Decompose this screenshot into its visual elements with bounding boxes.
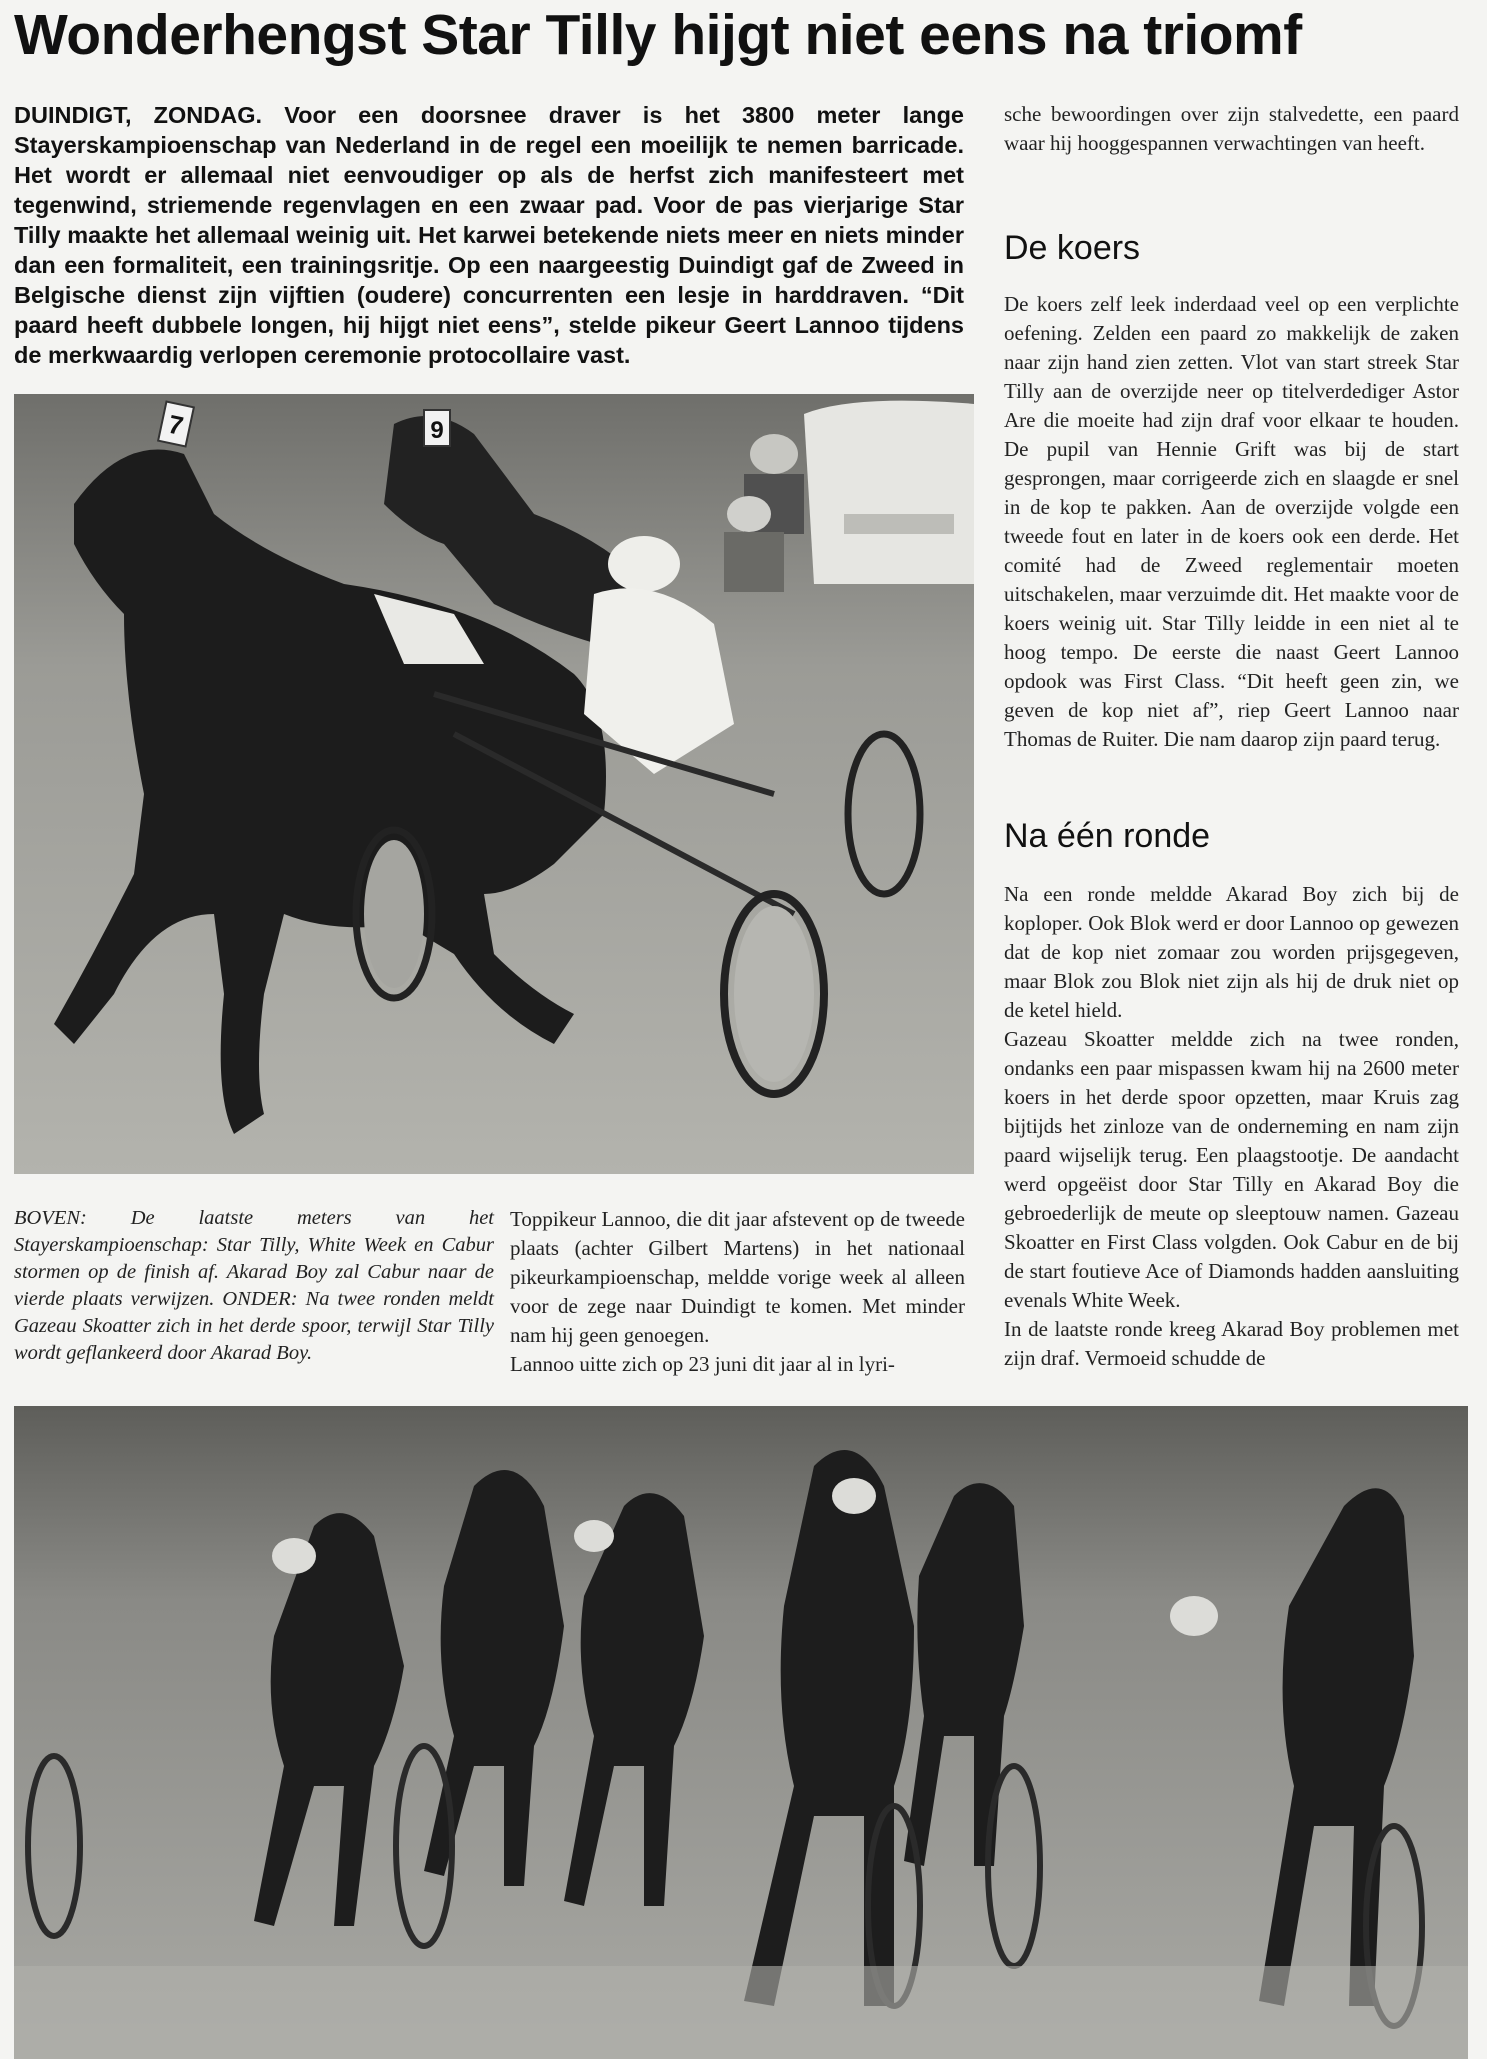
photo-finish <box>14 394 974 1174</box>
saddlecloth-9: 9 <box>430 417 444 444</box>
photo-field <box>14 1406 1468 2059</box>
ronde-paragraph-3: In de laatste ronde kreeg Akarad Boy problemen met zijn draf. Vermoeid schudde de <box>1004 1317 1459 1370</box>
saddlecloth-7: 7 <box>165 408 186 442</box>
ronde-paragraph-2: Gazeau Skoatter meldde zich na twee ronden, ondanks een paar mispassen kwam hij na 2600 meter koers in het derde spoor opzetten, maar Kruis zag bijtijds het zinloze van de onderneming en nam zijn paard wijselijk terug. Een plaagstootje. De aandacht werd opgeëist door Star Tilly en Akarad Boy die gebroederlijk de meute op sleeptouw namen. Gazeau Skoatter en First Class volgden. Ook Cabur en de bij de start foutieve Ace of Diamonds hadden aansluiting evenals White Week. <box>1004 1027 1459 1312</box>
middle-column <box>510 1205 965 1379</box>
middle-paragraph-2: Lannoo uitte zich op 23 juni dit jaar al in lyri- <box>510 1352 895 1376</box>
middle-paragraph-1: Toppikeur Lannoo, die dit jaar afstevent op de tweede plaats (achter Gilbert Martens) in het nationaal pikeurkampioenschap, meldde vorige week al alleen voor de zege naar Duindigt te komen. Met minder nam hij geen genoegen. <box>510 1207 965 1347</box>
ronde-column <box>1004 880 1459 1373</box>
ronde-paragraph-1: Na een ronde meldde Akarad Boy zich bij de koploper. Ook Blok werd er door Lannoo op gewezen dat de kop niet zomaar zou worden prijsgegeven, maar Blok zou Blok niet zijn als hij de druk niet op de ketel hield. <box>1004 882 1459 1022</box>
koers-paragraph: De koers zelf leek inderdaad veel op een verplichte oefening. Zelden een paard zo makkelijk de zaken naar zijn hand zien zetten. Vlot van start streek Star Tilly aan de overzijde neer op titelverdediger Astor Are die moeite had zijn draf voor elkaar te houden. De pupil van Hennie Grift was bij de start gesprongen, maar corrigeerde zich en slaagde er snel in de kop te pakken. Aan de overzijde volgde een tweede fout en later in de koers ook een derde. Het comité had de Zweed reglementair moeten uitschakelen, maar verzuimde dit. Het maakte voor de koers weinig uit. Star Tilly leidde in een niet al te hoog tempo. De eerste die naast Geert Lannoo opdook was First Class. “Dit heeft geen zin, we geven de kop niet af”, riep Geert Lannoo naar Thomas de Ruiter. Die nam daarop zijn paard terug. <box>1004 292 1459 751</box>
lead-paragraph: DUINDIGT, ZONDAG. Voor een doorsnee draver is het 3800 meter lange Stayerskampioenschap van Nederland in de regel een moeilijk te nemen barricade. Het wordt er allemaal niet eenvoudiger op als de herfst zich manifesteert met tegenwind, striemende regenvlagen en een zwaar pad. Voor de pas vierjarige Star Tilly maakte het allemaal weinig uit. Het karwei betekende niets meer en niets minder dan een formaliteit, een trainingsritje. Op een naargeestig Duindigt gaf de Zweed in Belgische dienst zijn vijftien (oudere) concurrenten een lesje in harddraven. “Dit paard heeft dubbele longen, hij hijgt niet eens”, stelde pikeur Geert Lannoo tijdens de merkwaardig verlopen ceremonie protocollaire vast. <box>14 102 964 368</box>
right-paragraph-1: sche bewoordingen over zijn stalvedette, een paard waar hij hooggespannen verwachtingen van heeft. <box>1004 102 1459 155</box>
subhead-na-een-ronde: Na één ronde <box>1004 817 1211 855</box>
photo-caption: BOVEN: De laatste meters van het Stayerskampioenschap: Star Tilly, White Week en Cabur stormen op de finish af. Akarad Boy zal Cabur naar de vierde plaats verwijzen. ONDER: Na twee ronden meldt Gazeau Skoatter zich in het derde spoor, terwijl Star Tilly wordt geflankeerd door Akarad Boy. <box>14 1207 494 1364</box>
subhead-de-koers: De koers <box>1004 229 1141 267</box>
headline: Wonderhengst Star Tilly hijgt niet eens na triomf <box>14 3 1302 67</box>
